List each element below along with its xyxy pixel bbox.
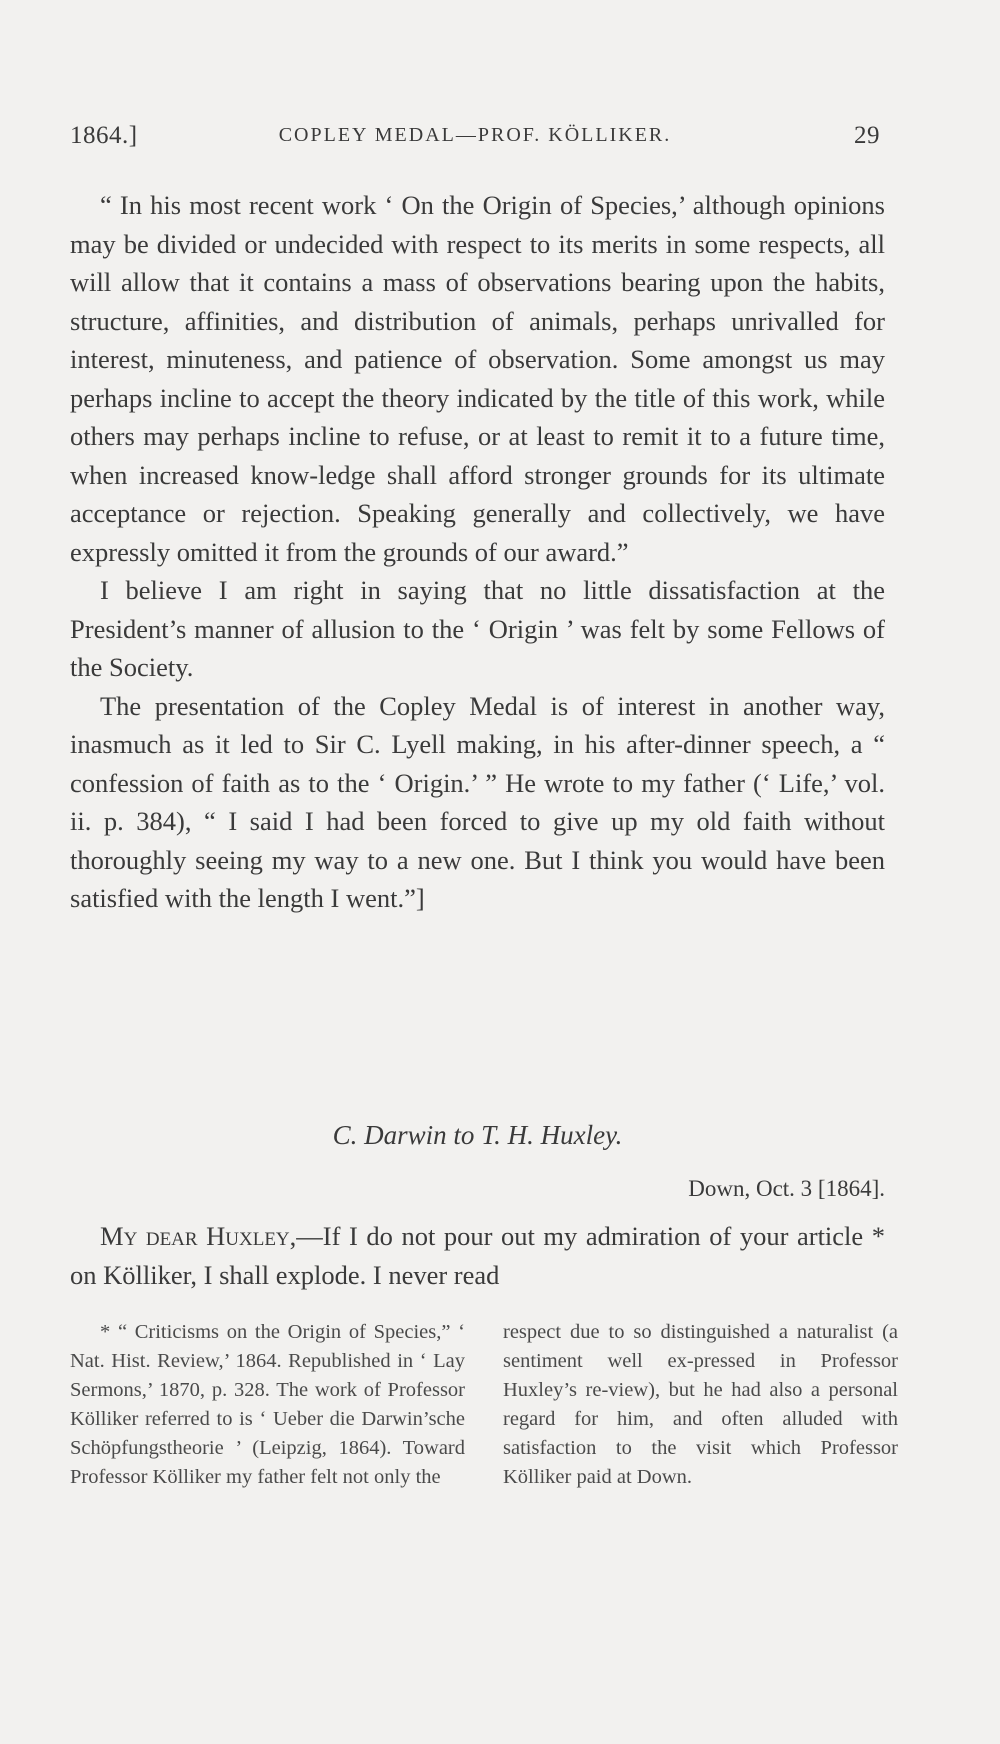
footnote-text: * “ Criticisms on the Origin of Species,” ‘ Nat. Hist. Review,’ 1864. Republished in ‘ Lay Sermons,’ 1870, p. 328. The work of Professor Kölliker referred to is ‘ Ueber die Darwin’sche Schöpfungstheorie ’ (Leipzig, 1864). Toward Professor Kölliker my father felt not only the	[70, 1321, 465, 1488]
letter-salutation: My dear Huxley,	[100, 1221, 297, 1251]
body-paragraph: The presentation of the Copley Medal is of interest in another way, inasmuch as it led to Sir C. Lyell making, in his after-dinner speech, a “ confession of faith as to the ‘ Origin.’ ” He wrote to my father (‘ Life,’ vol. ii. p. 384), “ I said I had been forced to give up my old faith without thoroughly seeing my way to a new one. But I think you would have been satisfied with the length I went.”]	[70, 690, 885, 913]
running-head	[70, 122, 880, 158]
letter-date: Down, Oct. 3 [1864].	[688, 1176, 885, 1201]
letter-heading: C. Darwin to T. H. Huxley.	[332, 1120, 623, 1150]
quotation-paragraph: “ In his most recent work ‘ On the Origin of Species,’ although opinions may be divided or undecided with respect to its merits in some respects, all will allow that it contains a mass of observations bearing upon the habits, structure, affinities, and distribution of animals, perhaps unrivalled for interest, minuteness, and patience of observation. Some amongst us may perhaps incline to accept the theory indicated by the title of this work, while others may perhaps incline to refuse, or at least to remit it to a future time, when increased know-ledge shall afford stronger grounds for its ultimate acceptance or rejection. Speaking generally and collectively, we have expressly omitted it from the grounds of our award.”	[70, 190, 885, 567]
body-paragraph: I believe I am right in saying that no little dissatisfaction at the President’s manner of allusion to the ‘ Origin ’ was felt by some Fellows of the Society.	[70, 575, 885, 682]
footnote-text-continued: respect due to so distinguished a naturalist (a sentiment well ex-pressed in Professor Huxley’s re-view), but he had also a personal regard for him, and often alluded with satisfaction to the visit which Professor Kölliker paid at Down.	[503, 1321, 898, 1488]
main-text	[70, 186, 885, 918]
running-head-year: 1864.]	[70, 122, 138, 149]
letter-opening	[70, 1217, 885, 1295]
footnote-column-right	[503, 1318, 898, 1492]
running-head-title: COPLEY MEDAL—PROF. KÖLLIKER.	[278, 124, 672, 146]
footnote-column-left	[70, 1318, 465, 1492]
page-number: 29	[854, 122, 880, 149]
letter-text: —If I do not pour out my admiration of your article * on Kölliker, I shall explode. I never read	[70, 1221, 885, 1290]
